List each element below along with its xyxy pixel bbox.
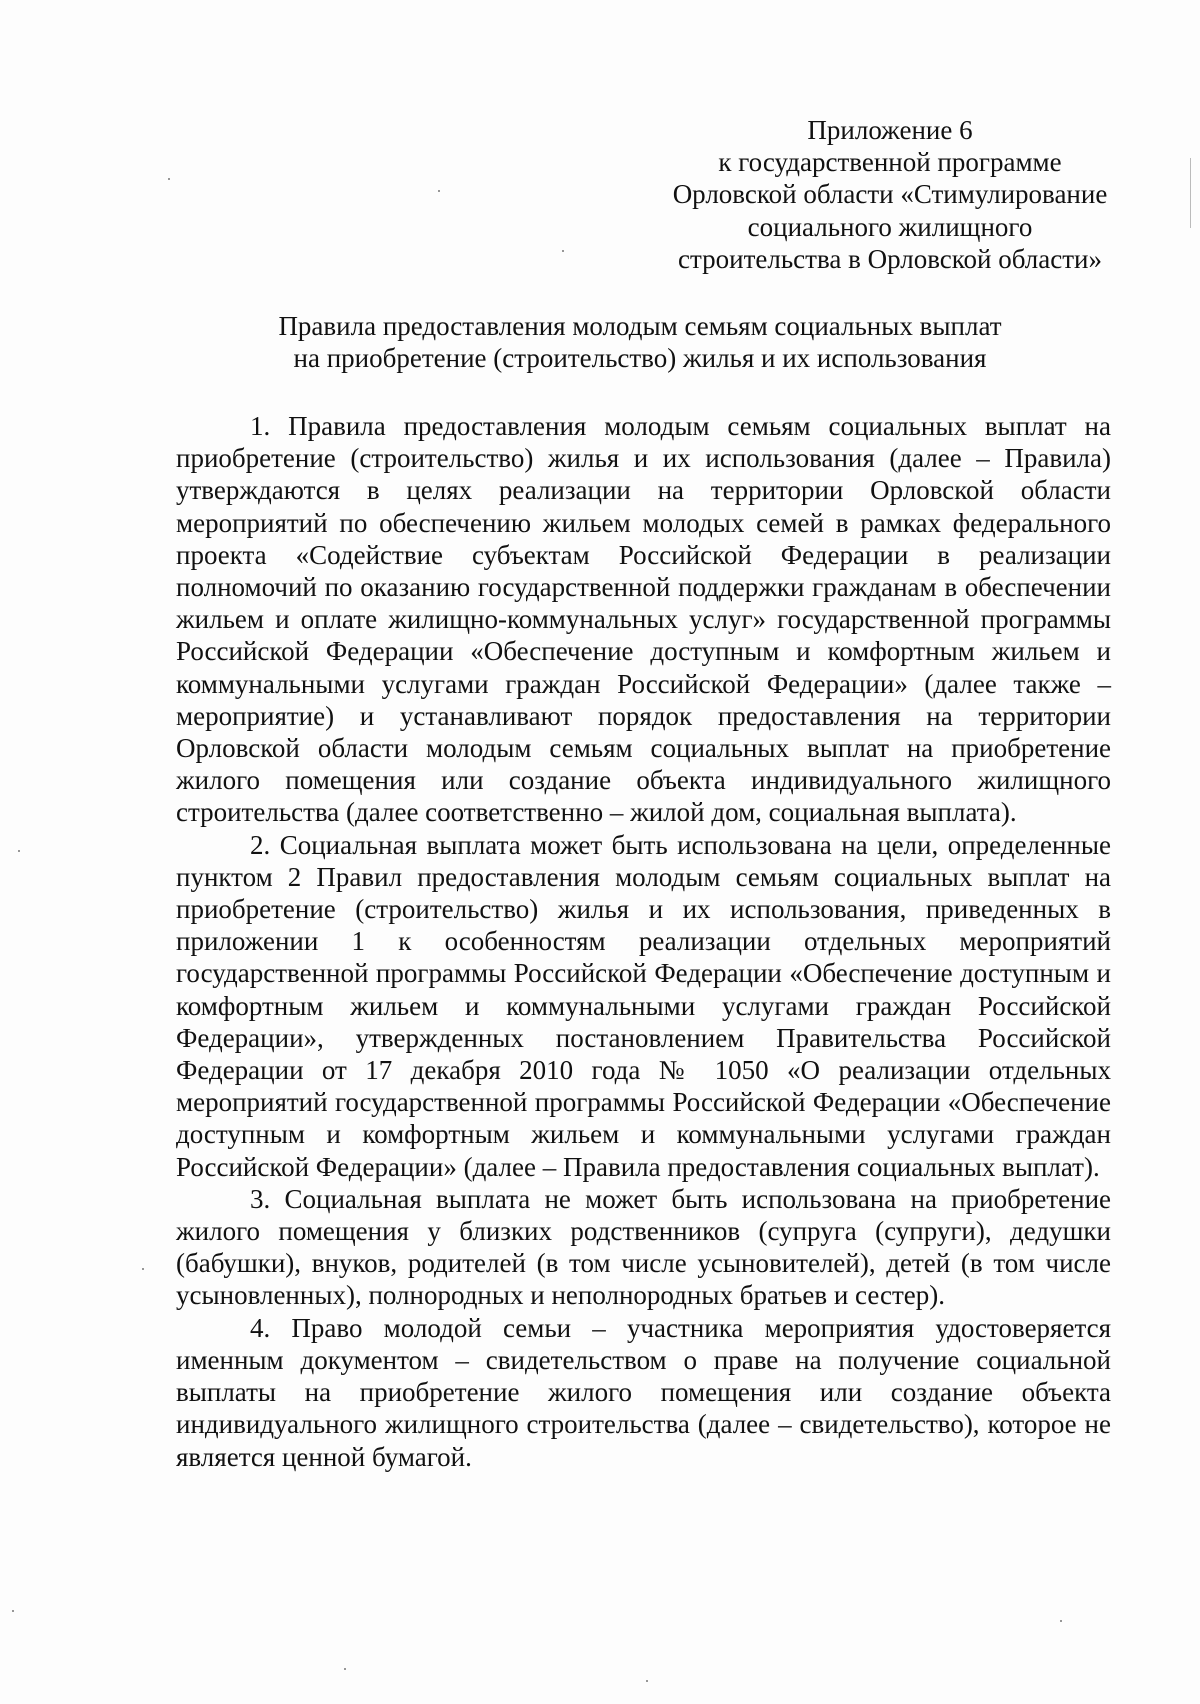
scan-speck xyxy=(12,1610,14,1612)
scan-speck xyxy=(18,850,20,852)
scan-speck xyxy=(168,178,170,180)
appendix-line: строительства в Орловской области» xyxy=(678,243,1102,274)
scan-speck xyxy=(1060,1620,1062,1622)
title-line: Правила предоставления молодым семьям социальных выплат xyxy=(278,311,1002,341)
title-line: на приобретение (строительство) жилья и их использования xyxy=(293,343,987,374)
paragraph-3: 3. Социальная выплата не может быть использована на приобретение жилого помещения у близких родственников (супруга (супруги), дедушки (бабушки), внуков, родителей (в том числе усыновителей), детей (в том числе усыновленных), полнородных и неполнородных братьев и сестер). xyxy=(176,1183,1111,1311)
appendix-line: к государственной программе xyxy=(718,147,1062,178)
document-body xyxy=(176,410,1111,1473)
appendix-line: Орловской области «Стимулирование xyxy=(672,179,1108,210)
scan-speck xyxy=(646,1680,648,1682)
paragraph-1: 1. Правила предоставления молодым семьям социальных выплат на приобретение (строительство) жилья и их использования (далее – Правила) утверждаются в целях реализации на территории Орловской области мероприятий по обеспечению жильем молодых семей в рамках федерального проекта «Содействие субъектам Российской Федерации в реализации полномочий по оказанию государственной поддержки гражданам в обеспечении жильем и оплате жилищно-коммунальных услуг» государственной программы Российской Федерации «Обеспечение доступным и комфортным жильем и коммунальными услугами граждан Российской Федерации» (далее также – мероприятие) и устанавливают порядок предоставления на территории Орловской области молодым семьям социальных выплат на приобретение жилого помещения или создание объекта индивидуального жилищного строительства (далее соответственно – жилой дом, социальная выплата). xyxy=(176,411,1111,828)
document-title xyxy=(180,310,1100,374)
scan-speck xyxy=(142,1268,144,1270)
appendix-line: Приложение 6 xyxy=(807,115,973,145)
scan-edge-mark xyxy=(1190,158,1191,228)
appendix-line: социального жилищного xyxy=(747,211,1033,242)
scan-speck xyxy=(344,1668,346,1670)
appendix-header xyxy=(630,114,1150,275)
scan-speck xyxy=(562,250,564,252)
paragraph-4: 4. Право молодой семьи – участника мероприятия удостоверяется именным документом – свидетельством о праве на получение социальной выплаты на приобретение жилого помещения или создание объекта индивидуального жилищного строительства (далее – свидетельство), которое не является ценной бумагой. xyxy=(176,1312,1111,1472)
scan-speck xyxy=(438,190,440,192)
paragraph-2: 2. Социальная выплата может быть использована на цели, определенные пунктом 2 Правил предоставления молодым семьям социальных выплат на приобретение (строительство) жилья и их использования, приведенных в приложении 1 к особенностям реализации отдельных мероприятий государственной программы Российской Федерации «Обеспечение доступным и комфортным жильем и коммунальными услугами граждан Российской Федерации», утвержденных постановлением Правительства Российской Федерации от 17 декабря 2010 года № 1050 «О реализации отдельных мероприятий государственной программы Российской Федерации «Обеспечение доступным и комфортным жильем и коммунальными услугами граждан Российской Федерации» (далее – Правила предоставления социальных выплат). xyxy=(176,829,1111,1182)
